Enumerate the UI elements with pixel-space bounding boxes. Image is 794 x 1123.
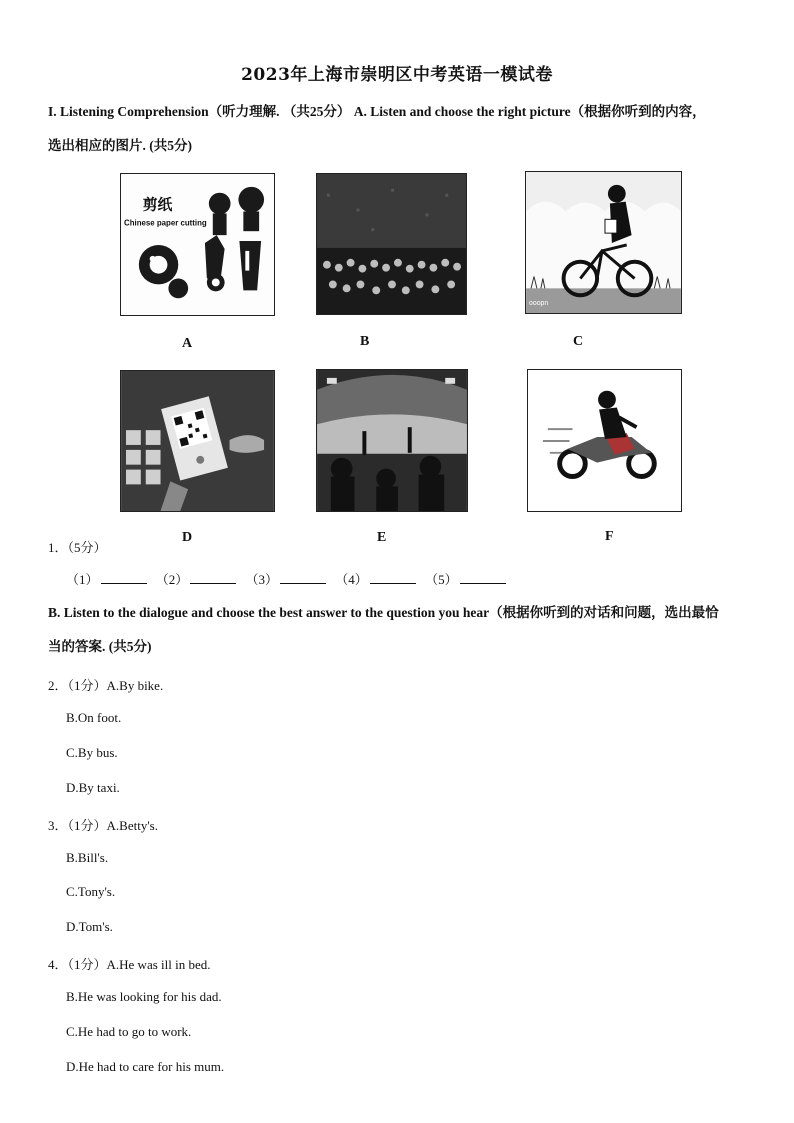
section-a-line1: I. Listening Comprehension（听力理解. （共25分） A. Listen and choose the right picture（根据你听到的内容， [48, 104, 706, 119]
question-4-option-d[interactable]: D.He had to care for his mum. [66, 1059, 225, 1074]
blank-label-4: （4） [335, 572, 368, 587]
question-3 [48, 815, 158, 834]
picture-d-label: D [182, 530, 193, 545]
section-b-line1: B. Listen to the dialogue and choose the best answer to the question you hear（根据你听到的对话和问题，选出最恰 [48, 605, 719, 620]
picture-c-watermark: ooopn [529, 300, 549, 308]
question-3-option-c[interactable]: C.Tony's. [66, 884, 116, 899]
picture-c-label: C [573, 334, 584, 349]
question-4 [48, 954, 211, 973]
section-a-instructions [48, 95, 758, 163]
question-2-option-d[interactable]: D.By taxi. [66, 780, 120, 795]
question-4-head: 4．（1分） [48, 957, 107, 972]
question-2-option-a[interactable]: A.By bike. [106, 678, 164, 693]
blank-label-2: （2） [155, 572, 189, 587]
question-2 [48, 675, 163, 694]
question-4-option-c[interactable]: C.He had to go to work. [66, 1024, 192, 1039]
question-1-head: 1．（5分） [48, 540, 107, 555]
question-3-option-b[interactable]: B.Bill's. [66, 850, 109, 865]
answer-blank-3[interactable] [280, 571, 326, 584]
question-2-option-b[interactable]: B.On foot. [66, 710, 122, 725]
section-a-line2: 选出相应的图片. (共5分) [48, 138, 192, 153]
picture-b [316, 173, 467, 315]
answer-blank-5[interactable] [460, 571, 506, 584]
page-title: 2023年上海市崇明区中考英语一模试卷 [241, 65, 553, 85]
picture-a-label: A [182, 336, 193, 351]
question-1-blanks [66, 569, 512, 588]
question-2-head: 2．（1分） [48, 678, 107, 693]
picture-b-label: B [360, 334, 370, 349]
picture-d [120, 370, 275, 512]
question-3-option-a[interactable]: A.Betty's. [106, 818, 158, 833]
section-b-instructions [48, 596, 758, 664]
picture-a [120, 173, 275, 316]
picture-a-caption-cn: 剪纸 [142, 196, 173, 214]
question-2-option-c[interactable]: C.By bus. [66, 745, 118, 760]
picture-f-label: F [605, 529, 614, 544]
picture-f [527, 369, 682, 512]
question-3-option-d[interactable]: D.Tom's. [66, 919, 113, 934]
section-b-line2: 当的答案. (共5分) [48, 639, 152, 654]
picture-a-caption-en: Chinese paper cutting [124, 218, 207, 228]
question-4-option-b[interactable]: B.He was looking for his dad. [66, 989, 222, 1004]
blank-label-3: （3） [245, 572, 279, 587]
picture-e [316, 369, 468, 512]
answer-blank-4[interactable] [370, 571, 416, 584]
question-4-option-a[interactable]: A.He was ill in bed. [106, 957, 211, 972]
answer-blank-2[interactable] [190, 571, 236, 584]
picture-e-label: E [377, 530, 387, 545]
picture-c [525, 171, 682, 314]
answer-blank-1[interactable] [101, 571, 147, 584]
question-3-head: 3．（1分） [48, 818, 107, 833]
blank-label-1: （1） [66, 572, 99, 587]
blank-label-5: （5） [425, 572, 458, 587]
